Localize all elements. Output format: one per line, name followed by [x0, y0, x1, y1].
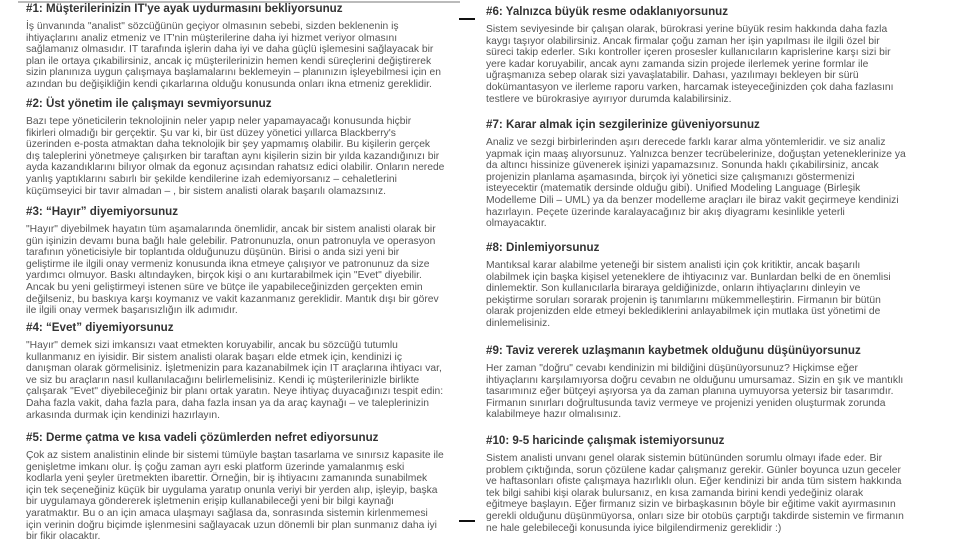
- body-line: dinlemektir. Son kullanıcılarla biraraya geldiğinizde, onların ihtiyaçlarını dinleyin ve: [486, 283, 861, 295]
- body-line: problem çıktığında, sorun çözülene kadar çalışmanız gerekir. Günler boyunca uzun geceler: [486, 464, 901, 476]
- section-heading: #2: Üst yönetim ile çalışmayı sevmiyorsunuz: [26, 97, 272, 110]
- body-line: uğraşmanıza sebep olarak sizi yavaşlatabilir. Dahası, yazılımayı bekleyen bir sürü: [486, 70, 859, 82]
- body-line: ne hale gelebileceği konusunda iyice bilgilendirmeniz gereklidir :): [486, 522, 782, 534]
- body-line: "Hayır" demek sizi imkansızı vaat etmekten koruyabilir, ancak bu sözcüğü tutumlu: [26, 340, 398, 351]
- section-body: [486, 24, 894, 105]
- body-line: ayda kazandıklarını bilıyor olmak da egonuz açısından rahatsız edici olabilir. Onların nerede: [26, 162, 445, 174]
- body-line: ve siz bu araçların nasıl kullanılacağını belirlemelisiniz. Kendi iç müşterilerinizle birlikte: [26, 374, 420, 386]
- section-6: [486, 5, 894, 105]
- body-line: yapmak için maaş alıyorsunuz. Yalnızca benzer tecrübelerinize, doğuştan yeteneklerinize ya: [486, 148, 906, 160]
- body-line: Sistem seviyesinde bir çalışan olarak, bürokrasi yerine büyük resim hakkında daha fazla: [486, 24, 888, 35]
- body-line: için tek seçeneğiniz küçük bir uygulama yaratıp onunla veriyi bir yerden alıp, işleyip, başka: [26, 484, 438, 496]
- section-4: [26, 321, 443, 421]
- body-line: kullanmanız en iyisidir. Bir sistem analisti olarak başarı elde etmek için, kendinizi iç: [26, 351, 402, 363]
- section-heading: #4: “Evet” diyemiyorsunuz: [26, 321, 174, 334]
- body-line: kalabilmeye hazır olmalısınız.: [486, 409, 622, 421]
- body-line: olarak projenizden elde etmeyi beklediklerini anlayabilmek için mutlaka üst yönetimi de: [486, 306, 881, 318]
- body-line: çalışarak "Evet" diyebileceğiniz bir planı ortak yaratın. Neye ihtiyaç duyacağınızı tespit edin:: [26, 386, 444, 398]
- body-line: tek bilgi sahibi kişi olarak bulursanız, en kısa zamanda birini kendi yedeğiniz olarak: [486, 487, 864, 499]
- body-line: ve haftasonları ofiste çalışmaya hazırlıklı olun. Eğer kendinizi bir anda tüm sistem hakkında: [486, 476, 902, 488]
- body-line: tasarımınız eğer bütçeyi aşıyorsa ya da zaman planına uymuyorsa yetersiz bir tasarımdır.: [486, 386, 894, 398]
- body-line: Firmanın sınırları doğrultusunda taviz vermeye ve projenizi yeniden oluşturmak zorunda: [486, 397, 886, 409]
- margin-mark: [459, 520, 475, 522]
- body-line: arkasında durmak için kendinizi hazırlayın.: [26, 409, 221, 421]
- section-1: [26, 2, 441, 91]
- body-line: değilseniz, bu baskıya karşı koymanız ve vakit kazanmanız gereklidir. Mantık dışı bir görev: [26, 293, 439, 305]
- section-body: [26, 450, 444, 543]
- body-line: Sistem analisti unvanı genel olarak sistemin bütününden sorumlu olmayı ifade eder. Bir: [486, 453, 883, 464]
- section-heading: #1: Müşterilerinizin IT'ye ayak uydurmasını bekliyorsunuz: [26, 2, 343, 15]
- body-line: süreci takip ederler. Sıkı kontroller içeren prosesler kullanıcıların kaprislerine karşı sizi bir: [486, 47, 891, 59]
- body-line: ile ilgili onay vermek başarısızlığın ilk adımıdır.: [26, 305, 238, 317]
- section-body: [26, 340, 443, 421]
- body-line: bir uygulamaya göndererek işletmenin erişip kullanabileceği yeni bir bilgi kaynağı: [26, 496, 395, 508]
- margin-mark: [459, 18, 475, 20]
- section-heading: #6: Yalnızca büyük resme odaklanıyorsunuz: [486, 5, 729, 18]
- section-3: [26, 205, 439, 317]
- section-heading: #8: Dinlemiyorsunuz: [486, 241, 600, 254]
- section-body: [486, 363, 903, 421]
- section-body: [26, 21, 441, 91]
- section-body: [26, 224, 439, 317]
- body-line: Mantıksal karar alabilme yeteneği bir sistem analisti için çok kritiktir, ancak başarılı: [486, 260, 861, 271]
- body-line: Çok az sistem analistinin elinde bir sistemi tümüyle baştan tasarlama ve sınırsız kapasite ile: [26, 450, 444, 461]
- body-line: gerekli olduğunu düşünmüyorsa, onları size bir otobüs çarptığı takdirde sistemin ve firmanın: [486, 510, 904, 522]
- body-line: tarafının yöneticisiyle bir toplantıda olduğunuzu düşünün. Birisi o anda sizi yeni bir: [26, 247, 400, 259]
- body-line: ihtiyaçlarını karşılamıyorsa doğru cevabın ne olduğunu umursamaz. Sizin en şık ve mantıklı: [486, 374, 904, 386]
- body-line: isteyecektir (matematik dersinde olduğu gibi). Unified Modeling Language (Birleşik: [486, 183, 861, 195]
- body-line: Analiz ve sezgi birbirlerinden aşırı derecede farklı karar alma yöntemleridir. ve siz analiz: [486, 137, 886, 148]
- section-8: [486, 241, 891, 330]
- body-line: projenizin planlama aşamasında, birçok iyi yönetici size çalışmanızı göstermenizi: [486, 171, 855, 183]
- body-line: olmayacaktır.: [486, 218, 547, 230]
- section-9: [486, 344, 903, 421]
- section-body: [26, 116, 444, 197]
- section-7: [486, 118, 906, 230]
- body-line: testlere ve bürokrasiye ayırıyor durumda kalabilirsiniz.: [486, 93, 732, 105]
- body-line: plan ile ortaya çıkabilirsiniz, ancak iç müşterilerinizin hemen kendi süreçlerini değiştirerek: [26, 55, 432, 67]
- body-line: üzerinden e-posta atmaktan daha teknolojik bir şey yapmamış olabilir. Bu kişilerin gerçek: [26, 139, 431, 151]
- section-body: [486, 137, 906, 230]
- body-line: geliştirme ile ilgili onay vermeniz konusunda ikna etmeye çalışıyor ve patronunuz da size: [26, 258, 430, 270]
- body-line: fikirleri olmadığı bir gerçektir. Şu var ki, bir üst düzey yönetici yıllarca Blackberry's: [26, 127, 396, 139]
- body-line: genişletme imkanı olur. İş çoğu zaman ayrı eski platform üzerinde yamalanmış eski: [26, 461, 405, 473]
- body-line: pekiştirme soruları sorarak projenin iş tanımlarını mükemmelleştirin. Firmanın bir bütün: [486, 294, 881, 306]
- body-line: küçümseyici bir tavır almadan – , bir sistem analisti olarak başarılı olamazsınız.: [26, 185, 386, 197]
- body-line: "Hayır" diyebilmek hayatın tüm aşamalarında önemlidir, ancak bir sistem analisti olarak bir: [26, 224, 436, 235]
- body-line: yaratmaktır. Bu o an için amaca ulaşmayı sağlasa da, sonrasında sistemin kirlenmemesi: [26, 507, 428, 519]
- body-line: yanlış yaptıklarını sabırlı bir şekilde kendilerine izah edemiyorsanız – cehaletlerini: [26, 173, 397, 185]
- section-heading: #9: Taviz vererek uzlaşmanın kaybetmek olduğunu düşünüyorsunuz: [486, 344, 861, 357]
- section-heading: #7: Karar almak için sezgilerinize güveniyorsunuz: [486, 118, 760, 131]
- body-line: eğitmeye başlayın. Eğer firmanız sizin ve birbaşkasının böyle bir eğitime vakit ayırmasının: [486, 499, 896, 511]
- section-heading: #5: Derme çatma ve kısa vadeli çözümlerden nefret ediyorsunuz: [26, 431, 379, 444]
- body-line: Modelleme Dili – UML) ya da benzer modelleme araçları ile biraz vakit geçirmeye kendinizi: [486, 194, 899, 206]
- section-heading: #10: 9-5 haricinde çalışmak istemiyorsunuz: [486, 434, 725, 447]
- body-line: dokümantasyon ve ilerleme raporu varken, harcamak isteyeceğinizden çok daha fazlasını: [486, 81, 894, 93]
- body-line: da altıncı hissinize güvenerek işinizi yapamazsınız. Sonunda haklı çıkabilirsiniz, ancak: [486, 160, 879, 172]
- body-line: kodlarla yeni şeyler üretmekten ibarettir. Örneğin, bir iş ihtiyacını zamanında sunabilmek: [26, 473, 428, 485]
- body-line: dış taleplerini yönetmeye çalışırken bir taraftan aynı kişilerin sizin bir yılda kazandığınızı bir: [26, 150, 440, 162]
- body-line: hazırlayın. Peçete üzerinde karalayacağınız bir akış diyagramı kesinlikle yeterli: [486, 206, 845, 218]
- body-line: Her zaman "doğru" cevabı kendinizin mi bildiğini düşünüyorsunuz? Hiçkimse eğer: [486, 363, 858, 374]
- body-line: için verinin doğru biçimde işlenmesini sağlayacak uzun dönemli bir plan sunmanız daha iyi: [26, 519, 437, 531]
- body-line: yardımcı olmuyor. Baskı altındayken, birçok kişi o anı kurtarabilmek için "Evet" diyebilir.: [26, 270, 422, 282]
- body-line: yere kadar koruyabilir, ancak aynı zamanda sizin projede ilerlemek yerine formlar ile: [486, 58, 869, 70]
- section-heading: #3: “Hayır” diyemiyorsunuz: [26, 205, 179, 218]
- body-line: danışman olarak görmelisiniz. İşletmenizin para kazanabilmek için IT araçlarına ihtiyacı var,: [26, 363, 442, 375]
- section-10: [486, 434, 904, 534]
- body-line: bir fikir olacaktır.: [26, 531, 101, 543]
- section-5: [26, 431, 444, 543]
- body-line: Ancak bu yeni geliştirmeyi istenen süre ve bütçe ile yapabileceğinizden gerçekten emin: [26, 281, 423, 293]
- body-line: İş ünvanında "analist" sözcüğünün geçiyor olmasının sebebi, sizden beklenenin iş: [26, 21, 399, 32]
- body-line: ihtiyaçlarını analiz etmeniz ve IT'nin müşterilerine daha iyi hizmet veriyor olmasını: [26, 32, 398, 44]
- section-body: [486, 260, 891, 330]
- body-line: Daha fazla vakit, daha fazla para, daha fazla insan ya da araç kaynağı – ve taleplerinizin: [26, 397, 429, 409]
- body-line: olabilmek için başka kişisel yeteneklere de ihtiyacınız var. Bunlardan belki de en önemlisi: [486, 271, 891, 283]
- body-line: gün işinizin devamı buna bağlı hale gelebilir. Patronunuzla, onun patronuyla ve operasyon: [26, 235, 436, 247]
- body-line: azından bu değişikliğin kendi çıkarlarına olduğu konusunda onları ikna etmeniz gereklidir.: [26, 78, 432, 90]
- body-line: dinlemelisiniz.: [486, 317, 551, 329]
- section-2: [26, 97, 444, 197]
- body-line: sizin planınıza uygun çalışmaya başlamalarını beklemeyin – planınızın işleyebilmesi için en: [26, 67, 441, 79]
- section-body: [486, 453, 904, 534]
- body-line: kaygı taşıyor olabilirsiniz. Ancak firmalar çoğu zaman her işin yapılması ile ilgili özel bir: [486, 35, 880, 47]
- body-line: Bazı tepe yöneticilerin teknolojinin neler yapıp neler yapamayacağı konusunda hiçbir: [26, 116, 412, 127]
- body-line: sağlamanız olmasıdır. IT tarafında işlerin daha iyi ve daha güçlü işlemesini sağlayacak bir: [26, 44, 434, 56]
